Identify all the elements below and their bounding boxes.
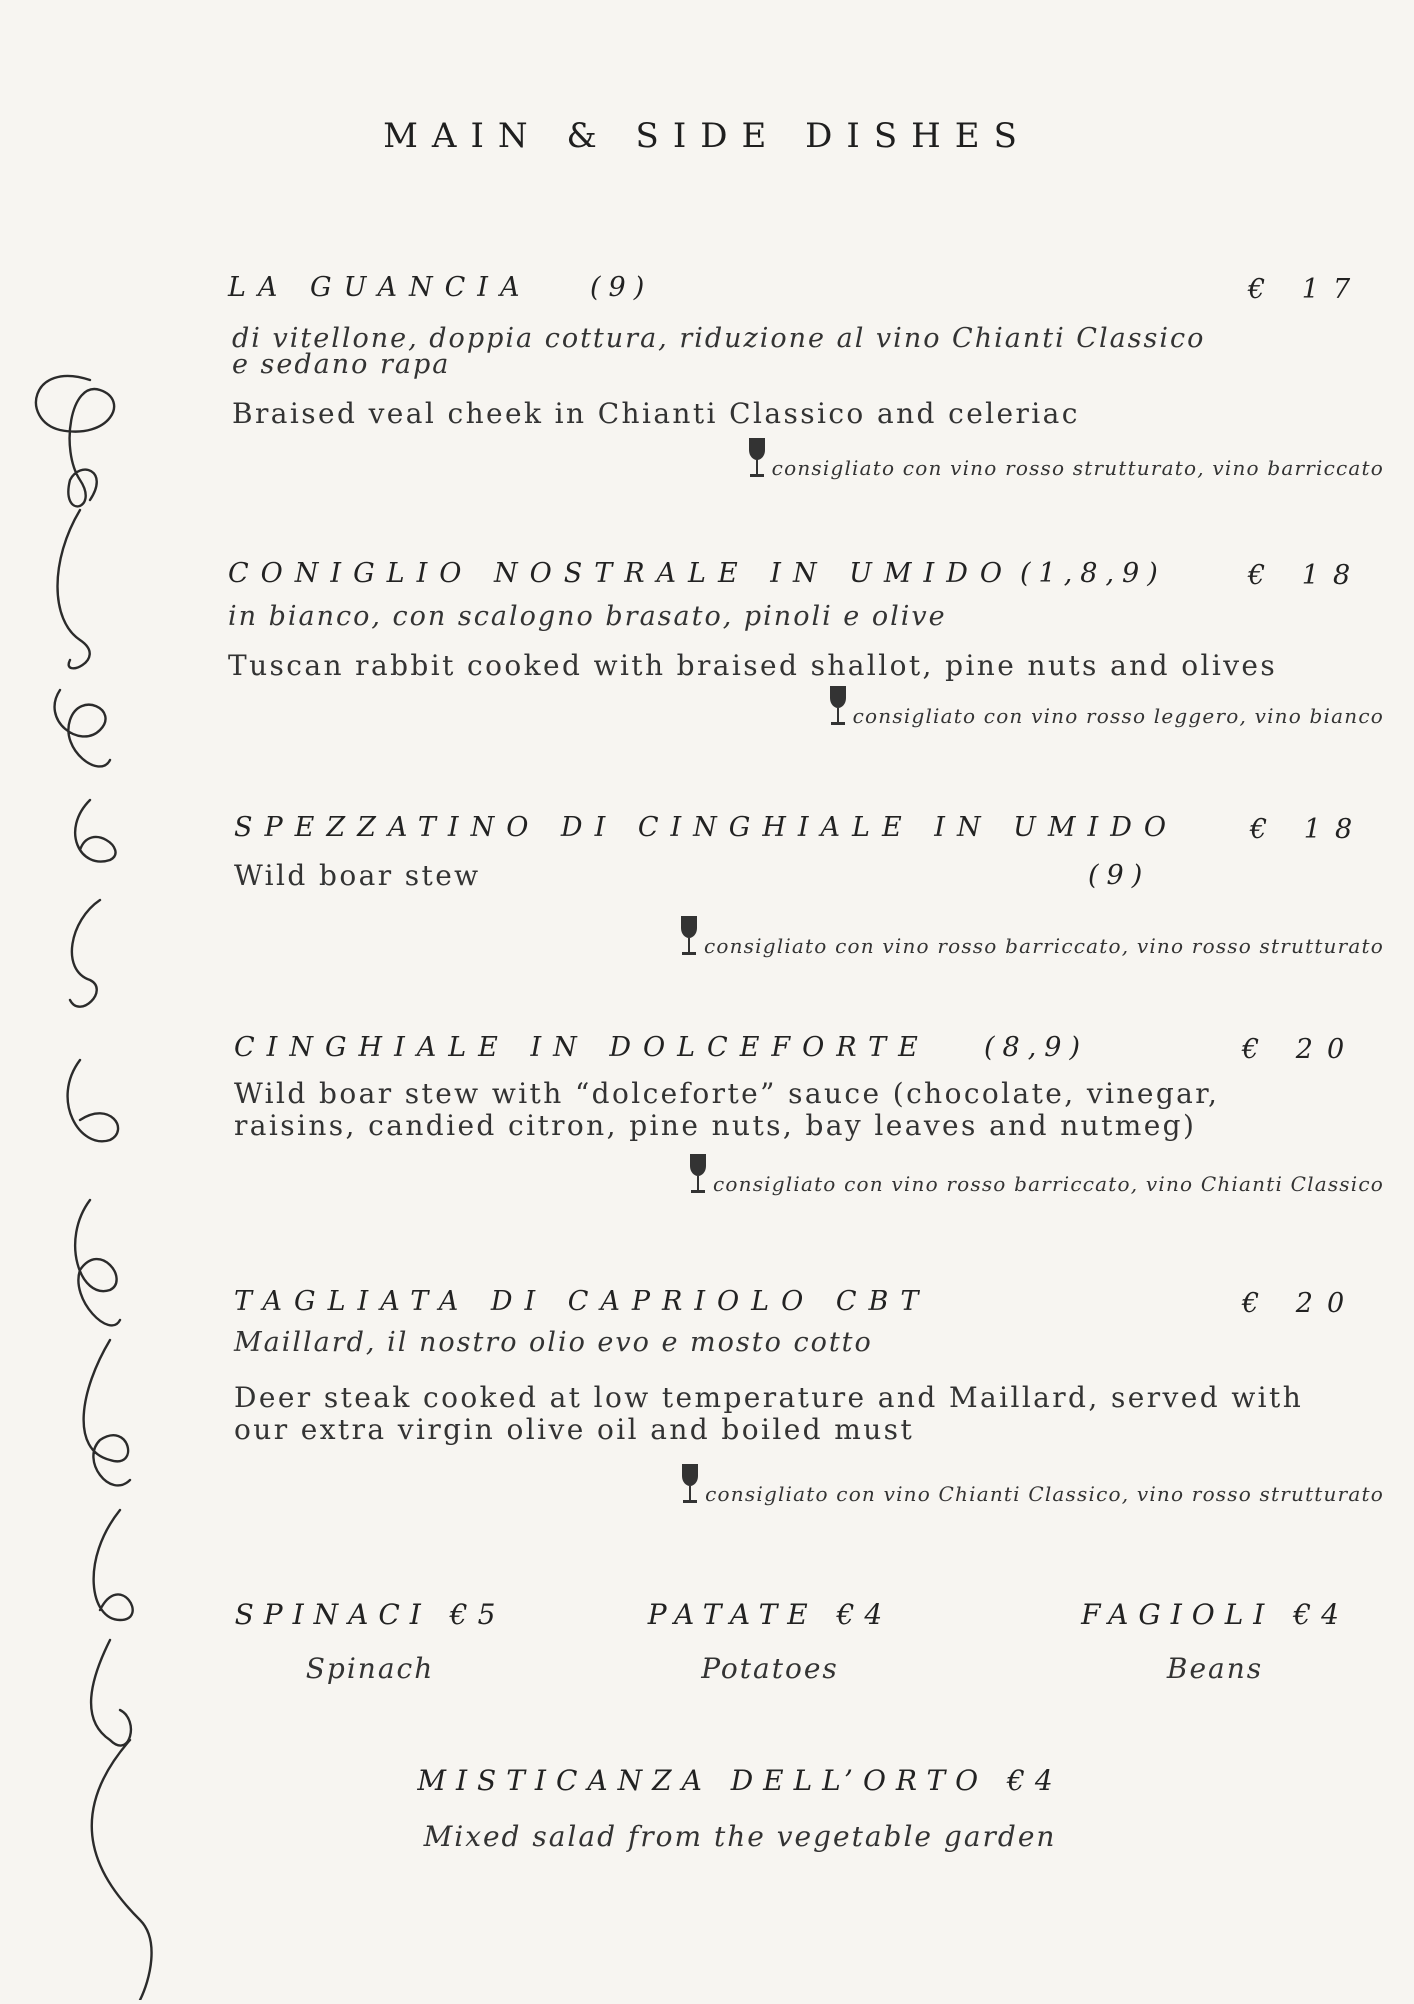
dish-name-la-guancia: LA GUANCIA — [228, 272, 532, 303]
side-script-title — [20, 360, 180, 2000]
side-dish-name: FAGIOLI €4 — [1081, 1598, 1349, 1631]
dish-name-tagliata: TAGLIATA DI CAPRIOLO CBT — [234, 1286, 931, 1317]
allergen-code: (1,8,9) — [1020, 558, 1166, 589]
italian-description: di vitellone, doppia cottura, riduzione al vino Chianti Classico — [232, 323, 1206, 354]
dish-name-spezzatino: SPEZZATINO DI CINGHIALE IN UMIDO — [234, 812, 1178, 843]
salad-name: MISTICANZA DELL’ORTO €4 — [417, 1764, 1063, 1797]
wine-glass-icon — [679, 1462, 701, 1506]
side-dish-english: Potatoes — [701, 1652, 839, 1685]
price: € 18 — [1250, 814, 1367, 845]
wine-pairing-text: consigliato con vino rosso leggero, vino bianco — [852, 704, 1384, 728]
price: € 20 — [1242, 1288, 1359, 1319]
dish-name-cinghiale-dolceforte: CINGHIALE IN DOLCEFORTE — [234, 1032, 930, 1063]
wine-pairing-text: consigliato con vino Chianti Classico, vino rosso strutturato — [705, 1482, 1384, 1506]
wine-pairing — [679, 1462, 1384, 1506]
english-description: raisins, candied citron, pine nuts, bay leaves and nutmeg) — [234, 1109, 1197, 1142]
english-description: Wild boar stew with “dolceforte” sauce (chocolate, vinegar, — [234, 1077, 1220, 1110]
wine-pairing-text: consigliato con vino rosso barriccato, vino Chianti Classico — [712, 1172, 1384, 1196]
page-title: MAIN & SIDE DISHES — [383, 116, 1031, 156]
allergen-code: (8,9) — [984, 1032, 1089, 1063]
salad-english: Mixed salad from the vegetable garden — [423, 1820, 1057, 1853]
allergen-code: (9) — [590, 272, 653, 303]
allergen-code: (9) — [1088, 860, 1151, 891]
wine-pairing-text: consigliato con vino rosso barriccato, vino rosso strutturato — [703, 934, 1384, 958]
wine-glass-icon — [678, 914, 700, 958]
wine-glass-icon — [827, 684, 849, 728]
italian-description: Maillard, il nostro olio evo e mosto cotto — [234, 1327, 873, 1358]
english-description: Wild boar stew — [234, 859, 481, 892]
side-dish-name: SPINACI €5 — [234, 1598, 506, 1631]
wine-pairing — [746, 436, 1384, 480]
english-description: Deer steak cooked at low temperature and Maillard, served with — [234, 1381, 1304, 1414]
side-dish-name: PATATE €4 — [647, 1598, 893, 1631]
side-dish-english: Spinach — [305, 1652, 435, 1685]
price: € 17 — [1248, 274, 1365, 305]
english-description: Braised veal cheek in Chianti Classico and celeriac — [232, 397, 1080, 430]
italian-description: e sedano rapa — [232, 349, 451, 380]
english-description: our extra virgin olive oil and boiled must — [234, 1413, 915, 1446]
english-description: Tuscan rabbit cooked with braised shallot, pine nuts and olives — [228, 649, 1278, 682]
wine-pairing — [827, 684, 1384, 728]
wine-pairing — [678, 914, 1384, 958]
side-dish-english: Beans — [1166, 1652, 1264, 1685]
italian-description: in bianco, con scalogno brasato, pinoli e olive — [228, 601, 947, 632]
price: € 18 — [1248, 560, 1365, 591]
wine-glass-icon — [687, 1152, 709, 1196]
wine-pairing-text: consigliato con vino rosso strutturato, vino barriccato — [771, 456, 1384, 480]
dish-name-coniglio: CONIGLIO NOSTRALE IN UMIDO — [228, 558, 1015, 589]
price: € 20 — [1242, 1034, 1359, 1065]
wine-glass-icon — [746, 436, 768, 480]
wine-pairing — [687, 1152, 1384, 1196]
